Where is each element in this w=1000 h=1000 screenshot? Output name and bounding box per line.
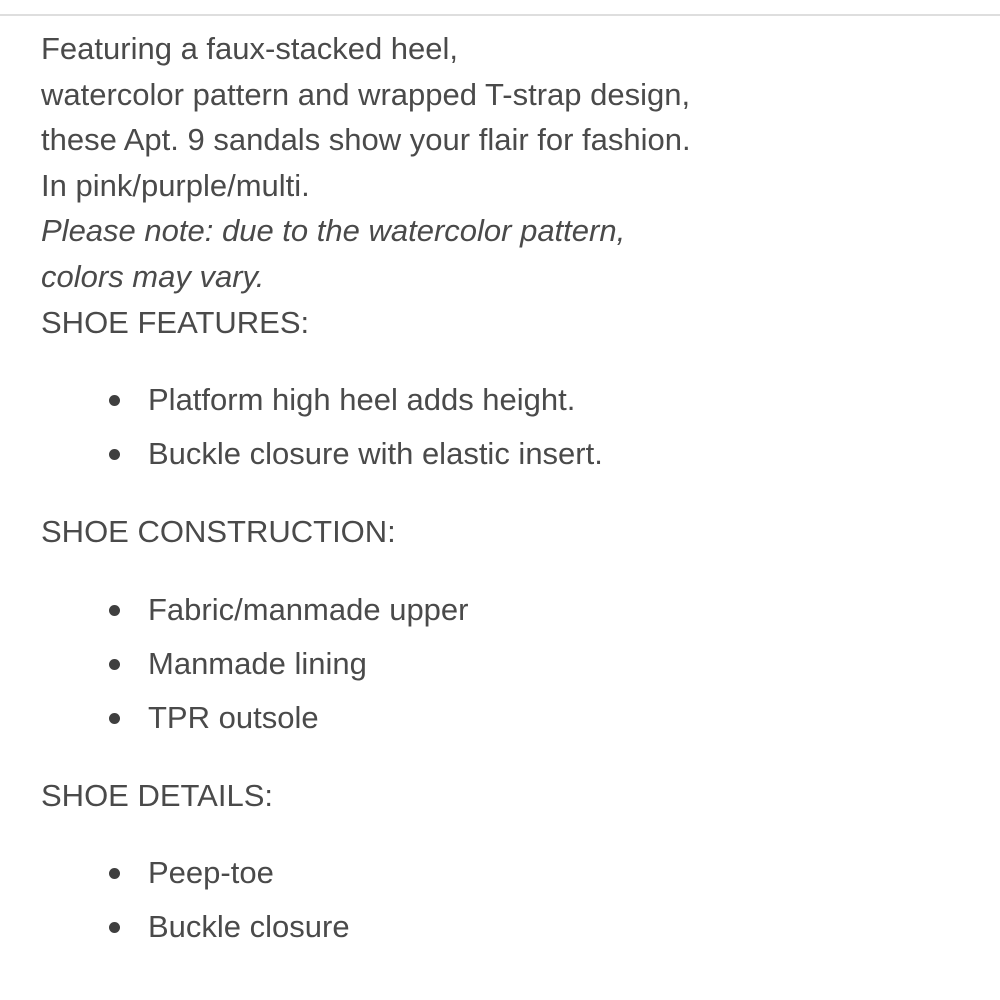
bullet-icon — [109, 395, 120, 406]
bullet-icon — [109, 713, 120, 724]
list-item — [41, 427, 981, 481]
features-heading: SHOE FEATURES: — [41, 304, 310, 340]
details-list — [41, 846, 981, 954]
color-note-line: Please note: due to the watercolor pattern, — [41, 213, 626, 249]
bullet-icon — [109, 868, 120, 879]
details-heading: SHOE DETAILS: — [41, 777, 273, 813]
description-line: In pink/purple/multi. — [41, 167, 310, 203]
list-item — [41, 900, 981, 954]
list-item-text: Platform high heel adds height. — [148, 382, 576, 418]
description-line: Featuring a faux-stacked heel, — [41, 31, 459, 66]
list-item — [41, 846, 981, 900]
list-item-text: Peep-toe — [148, 855, 274, 891]
list-item-text: TPR outsole — [148, 699, 319, 735]
list-item-text: Manmade lining — [148, 645, 367, 681]
construction-heading: SHOE CONSTRUCTION: — [41, 514, 396, 550]
list-item — [41, 373, 981, 427]
features-list — [41, 373, 981, 481]
bullet-icon — [109, 659, 120, 670]
product-description — [41, 26, 981, 954]
list-item — [41, 691, 981, 745]
bullet-icon — [109, 922, 120, 933]
description-line: these Apt. 9 sandals show your flair for fashion. — [41, 122, 691, 158]
list-item — [41, 583, 981, 637]
list-item-text: Buckle closure with elastic insert. — [148, 436, 603, 472]
construction-list — [41, 583, 981, 745]
color-note-line: colors may vary. — [41, 258, 265, 294]
list-item — [41, 637, 981, 691]
list-item-text: Fabric/manmade upper — [148, 591, 469, 627]
list-item-text: Buckle closure — [148, 909, 350, 945]
bullet-icon — [109, 605, 120, 616]
top-divider — [0, 14, 1000, 16]
bullet-icon — [109, 449, 120, 460]
description-line: watercolor pattern and wrapped T-strap design, — [41, 76, 691, 112]
